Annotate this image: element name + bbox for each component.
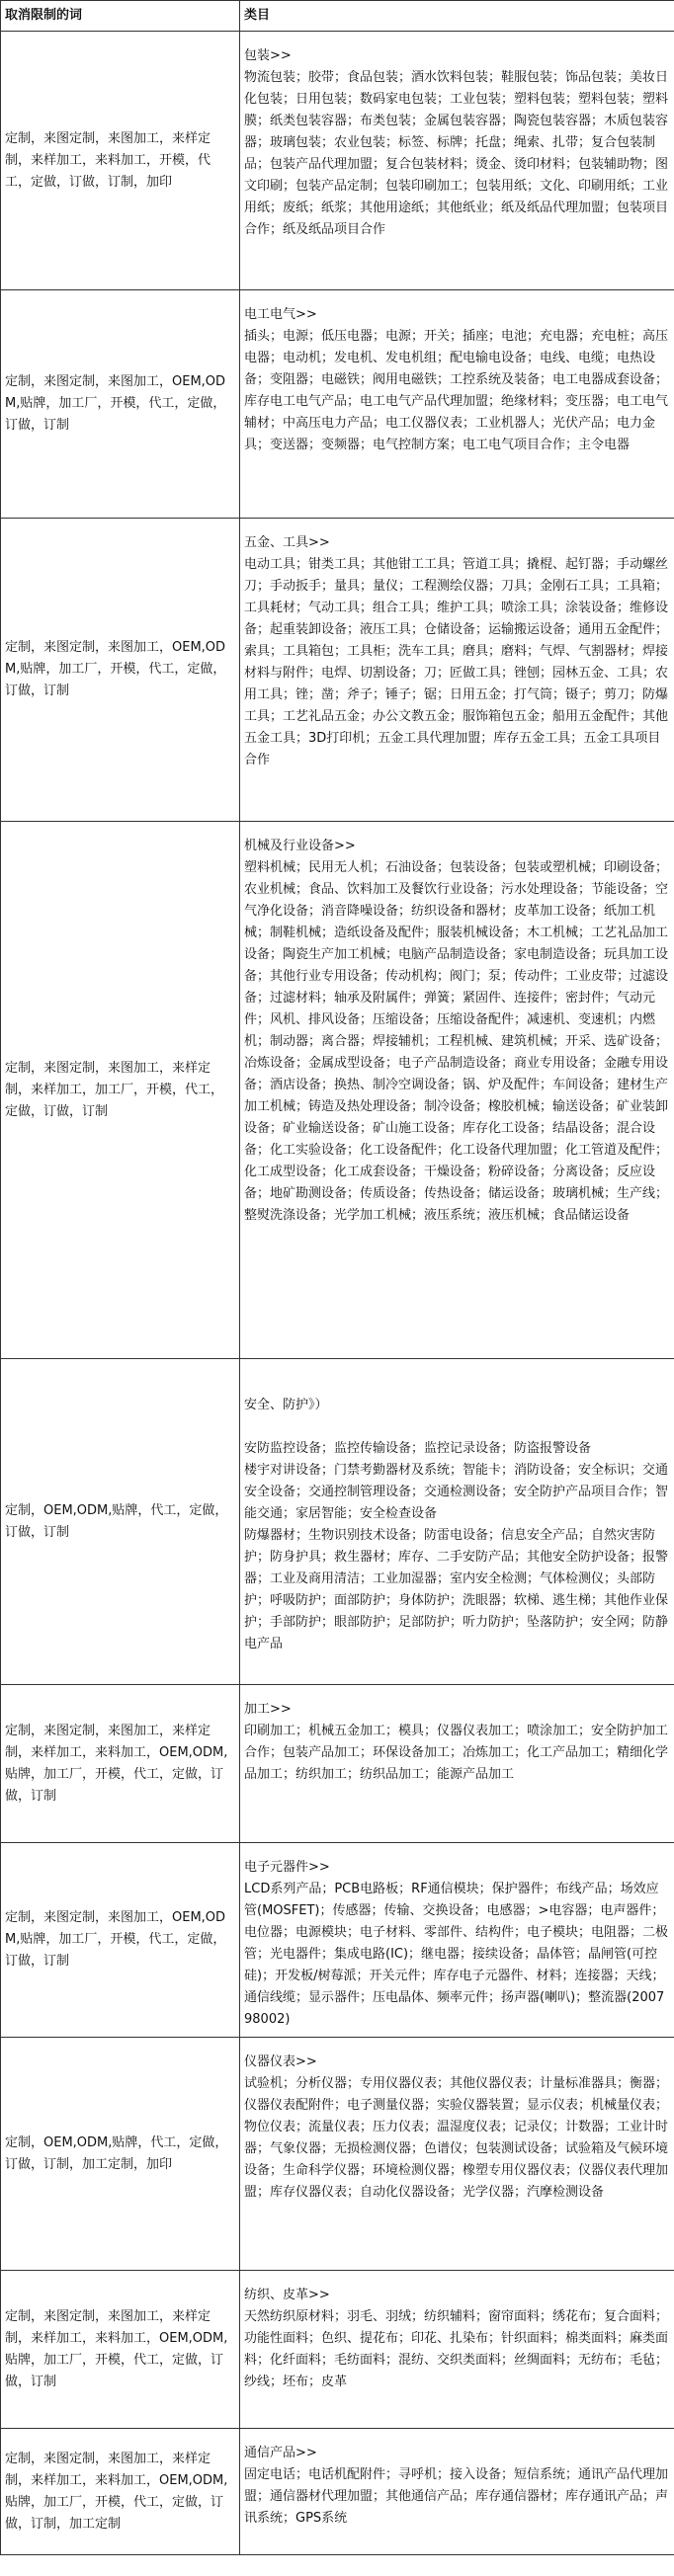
category-title: 五金、工具>> bbox=[244, 535, 330, 550]
category-title: 电子元器件>> bbox=[244, 1860, 330, 1875]
category-items: 安防监控设备；监控传输设备；监控记录设备；防盗报警设备 楼宇对讲设备；门禁考勤器材及系统；智能卡；消防设备；安全标识；交通安全设备；交通控制管理设备；交通检测设备；安全防护产品项目合作；智能交通；家居智能；安全检查设备 防爆器材；生物识别技术设备；防雷电设备；信息安全产品；自然灾害防护；防身护具；救生器材；库存、二手安防产品；其他安全防护设备；报警器；工业及商用清洁；工业加湿器；室内安全检测；气体检测仪；头部防护；呼吸防护；面部防护；身体防护；洗眼器；软梯、逃生梯；其他作业保护；手部防护；眼部防护；足部防护；听力防护；坠落防护；安全网；防静电产品 bbox=[244, 1441, 669, 1651]
restricted-words-cell: 定制，来图定制，来图加工，OEM,ODM,贴牌，加工厂，开模，代工，定做，订做，订制 bbox=[1, 290, 240, 519]
category-items: LCD系列产品；PCB电路板；RF通信模块；保护器件；布线产品；场效应管(MOSFET)；传感器；传输、交换设备；电感器；>电容器；电声器件；电位器；电源模块；电子材料、零部件、结构件；电子模块；电阻器；二极管；光电器件；集成电路(IC)；继电器；接续设备；晶体管；晶闸管(可控硅)；开发板/树莓派；开关元件；库存电子元器件、材料；连接器；天线；通信线缆；显示器件；压电晶体、频率元件；扬声器(喇叭)；整流器(200798002) bbox=[244, 1882, 669, 2027]
category-cell bbox=[240, 290, 674, 519]
table-row bbox=[1, 2429, 674, 2555]
restricted-words-cell: 定制，来图定制，来图加工，来样定制，来样加工，来料加工，OEM,ODM,贴牌，加工厂，开模，代工，定做，订做，订制，加工定制 bbox=[1, 2429, 240, 2555]
restricted-words-cell: 定制，来图定制，来图加工，OEM,ODM,贴牌，加工厂，开模，代工，定做，订做，订制 bbox=[1, 1843, 240, 2038]
restricted-words-cell: 定制，OEM,ODM,贴牌，代工，定做，订做，订制 bbox=[1, 1359, 240, 1685]
table-row bbox=[1, 32, 674, 290]
table-row bbox=[1, 519, 674, 822]
category-items: 试验机；分析仪器；专用仪器仪表；其他仪器仪表；计量标准器具；衡器；仪器仪表配附件；电子测量仪器；实验仪器装置；显示仪表；机械量仪表；物位仪表；流量仪表；压力仪表；温湿度仪表；记录仪；计数器；工业计时器；气象仪器；无损检测仪器；色谱仪；包装测试设备；试验箱及气候环境设备；生命科学仪器；环境检测仪器；橡塑专用仪器仪表；仪器仪表代理加盟；库存仪器仪表；自动化仪器设备；光学仪器；汽摩检测设备 bbox=[244, 2076, 669, 2200]
category-title: 机械及行业设备>> bbox=[244, 839, 356, 853]
category-cell bbox=[240, 1843, 674, 2038]
category-cell bbox=[240, 2038, 674, 2271]
table-row bbox=[1, 1843, 674, 2038]
category-title: 安全、防护》） bbox=[244, 1398, 328, 1412]
restricted-words-cell: 定制，来图定制，来图加工，来样定制，来样加工，加工厂，开模，代工，定做，订做，订制 bbox=[1, 822, 240, 1359]
table-row bbox=[1, 1359, 674, 1685]
header-restricted-words: 取消限制的词 bbox=[1, 1, 240, 32]
category-items: 电动工具；钳类工具；其他钳工工具；管道工具；撬棍、起钉器；手动螺丝刀；手动扳手；量具；量仪；工程测绘仪器；刀具；金刚石工具；工具箱；工具耗材；气动工具；组合工具；维护工具；喷涂工具；涂装设备；维修设备；起重装卸设备；液压工具；仓储设备；运输搬运设备；通用五金配件；索具；工具箱包；工具柜；洗车工具；磨具；磨料；气焊、气割器材；焊接材料与附件；电焊、切割设备；刀；匠做工具；锉刨；园林五金、工具；农用工具；锉；凿；斧子；锤子；锯；日用五金；打气筒；镊子；剪刀；防爆工具；工艺礼品五金；办公文教五金；服饰箱包五金；船用五金配件；其他五金工具；3D打印机；五金工具代理加盟；库存五金工具；五金工具项目合作 bbox=[244, 557, 669, 767]
category-title: 加工>> bbox=[244, 1702, 292, 1717]
category-title: 包装>> bbox=[244, 48, 292, 63]
header-row bbox=[1, 1, 674, 32]
restricted-words-cell: 定制，来图定制，来图加工，来样定制，来样加工，来料加工，开模，代工，定做，订做，订制，加印 bbox=[1, 32, 240, 290]
category-title: 电工电气>> bbox=[244, 307, 317, 322]
table-row bbox=[1, 2038, 674, 2271]
category-items: 插头；电源；低压电器；电源；开关；插座；电池；充电器；充电桩；高压电器；电动机；发电机、发电机组；配电输电设备；电线、电缆；电热设备；变阻器；电磁铁；阀用电磁铁；工控系统及装备；电工电器成套设备；库存电工电气产品；电工电气产品代理加盟；绝缘材料；变压器；电工电气辅材；中高压电力产品；电工仪器仪表；工业机器人；光伏产品；电力金具；变送器；变频器；电气控制方案；电工电气项目合作；主令电器 bbox=[244, 329, 669, 452]
category-items: 印刷加工；机械五金加工；模具；仪器仪表加工；喷涂加工；安全防护加工合作；包装产品加工；环保设备加工；冶炼加工；化工产品加工；精细化学品加工；纺织加工；纺织品加工；能源产品加工 bbox=[244, 1724, 669, 1782]
table-row bbox=[1, 290, 674, 519]
table-row bbox=[1, 822, 674, 1359]
category-title: 纺织、皮革>> bbox=[244, 2288, 330, 2302]
category-title: 仪器仪表>> bbox=[244, 2054, 317, 2069]
restricted-words-cell: 定制，OEM,ODM,贴牌，代工，定做，订做，订制，加工定制，加印 bbox=[1, 2038, 240, 2271]
category-cell bbox=[240, 2429, 674, 2555]
category-items: 固定电话；电话机配附件；寻呼机；接入设备；短信系统；通讯产品代理加盟；通信器材代理加盟；其他通信产品；库存通信器材；库存通讯产品；声讯系统；GPS系统 bbox=[244, 2467, 669, 2526]
restricted-words-cell: 定制，来图定制，来图加工，来样定制，来样加工，来料加工，OEM,ODM,贴牌，加工厂，开模，代工，定做，订做，订制 bbox=[1, 1685, 240, 1843]
category-cell bbox=[240, 2271, 674, 2429]
category-cell bbox=[240, 519, 674, 822]
restricted-words-cell: 定制，来图定制，来图加工，OEM,ODM,贴牌，加工厂，开模，代工，定做，订做，订制 bbox=[1, 519, 240, 822]
category-items: 塑料机械；民用无人机；石油设备；包装设备；包装或塑机械；印刷设备；农业机械；食品、饮料加工及餐饮行业设备；污水处理设备；节能设备；空气净化设备；消音降噪设备；纺织设备和器材；皮革加工设备；纸加工机械；制鞋机械；造纸设备及配件；服装机械设备；木工机械；工艺礼品加工设备；陶瓷生产加工机械；电脑产品制造设备；家电制造设备；玩具加工设备；其他行业专用设备；传动机构；阀门；泵；传动件；工业皮带；过滤设备；过滤材料；轴承及附属件；弹簧；紧固件、连接件；密封件；气动元件；风机、排风设备；压缩设备；压缩设备配件；减速机、变速机；内燃机；制动器；离合器；焊接辅机；工程机械、建筑机械；开采、选矿设备；冶炼设备；金属成型设备；电子产品制造设备；商业专用设备；金融专用设备；酒店设备；换热、制冷空调设备；锅、炉及配件；车间设备；建材生产加工机械；铸造及热处理设备；制冷设备；橡胶机械；输送设备；矿业装卸设备；矿业输送设备；矿山施工设备；库存化工设备；结晶设备；混合设备；化工实验设备；化工设备配件；化工设备代理加盟；化工管道及配件；化工成型设备；化工成套设备；干燥设备；粉碎设备；分离设备；反应设备；地矿勘测设备；传质设备；传热设备；储运设备；玻璃机械；生产线；整熨洗涤设备；光学加工机械；液压系统；液压机械；食品储运设备 bbox=[244, 860, 669, 1223]
category-cell bbox=[240, 822, 674, 1359]
category-items: 物流包装；胶带；食品包装；酒水饮料包装；鞋服包装；饰品包装；美妆日化包装；日用包装；数码家电包装；工业包装；塑料包装；塑料包装；塑料膜；纸类包装容器；布类包装；金属包装容器；陶瓷包装容器；木质包装容器；玻璃包装；农业包装；标签、标牌；托盘；绳索、扎带；复合包装制品；包装产品代理加盟；复合包装材料；烫金、烫印材料；包装辅助物；图文印刷；包装产品定制；包装印刷加工；包装用纸；文化、印刷用纸；工业用纸；废纸；纸浆；其他用途纸；其他纸业；纸及纸品代理加盟；包装项目合作；纸及纸品项目合作 bbox=[244, 70, 669, 237]
table-row bbox=[1, 2271, 674, 2429]
category-items: 天然纺织原材料；羽毛、羽绒；纺织辅料；窗帘面料；绣花布；复合面料；功能性面料；色织、提花布；印花、扎染布；针织面料；棉类面料；麻类面料；化纤面料；毛纺面料；混纺、交织类面料；丝绸面料；无纺布；毛毡；纱线；坯布；皮革 bbox=[244, 2309, 669, 2389]
category-title: 通信产品>> bbox=[244, 2446, 317, 2460]
category-cell bbox=[240, 1359, 674, 1685]
category-cell bbox=[240, 32, 674, 290]
table-row bbox=[1, 1685, 674, 1843]
header-category: 类目 bbox=[240, 1, 674, 32]
restricted-words-cell: 定制，来图定制，来图加工，来样定制，来样加工，来料加工，OEM,ODM,贴牌，加工厂，开模，代工，定做，订做，订制 bbox=[1, 2271, 240, 2429]
category-cell bbox=[240, 1685, 674, 1843]
